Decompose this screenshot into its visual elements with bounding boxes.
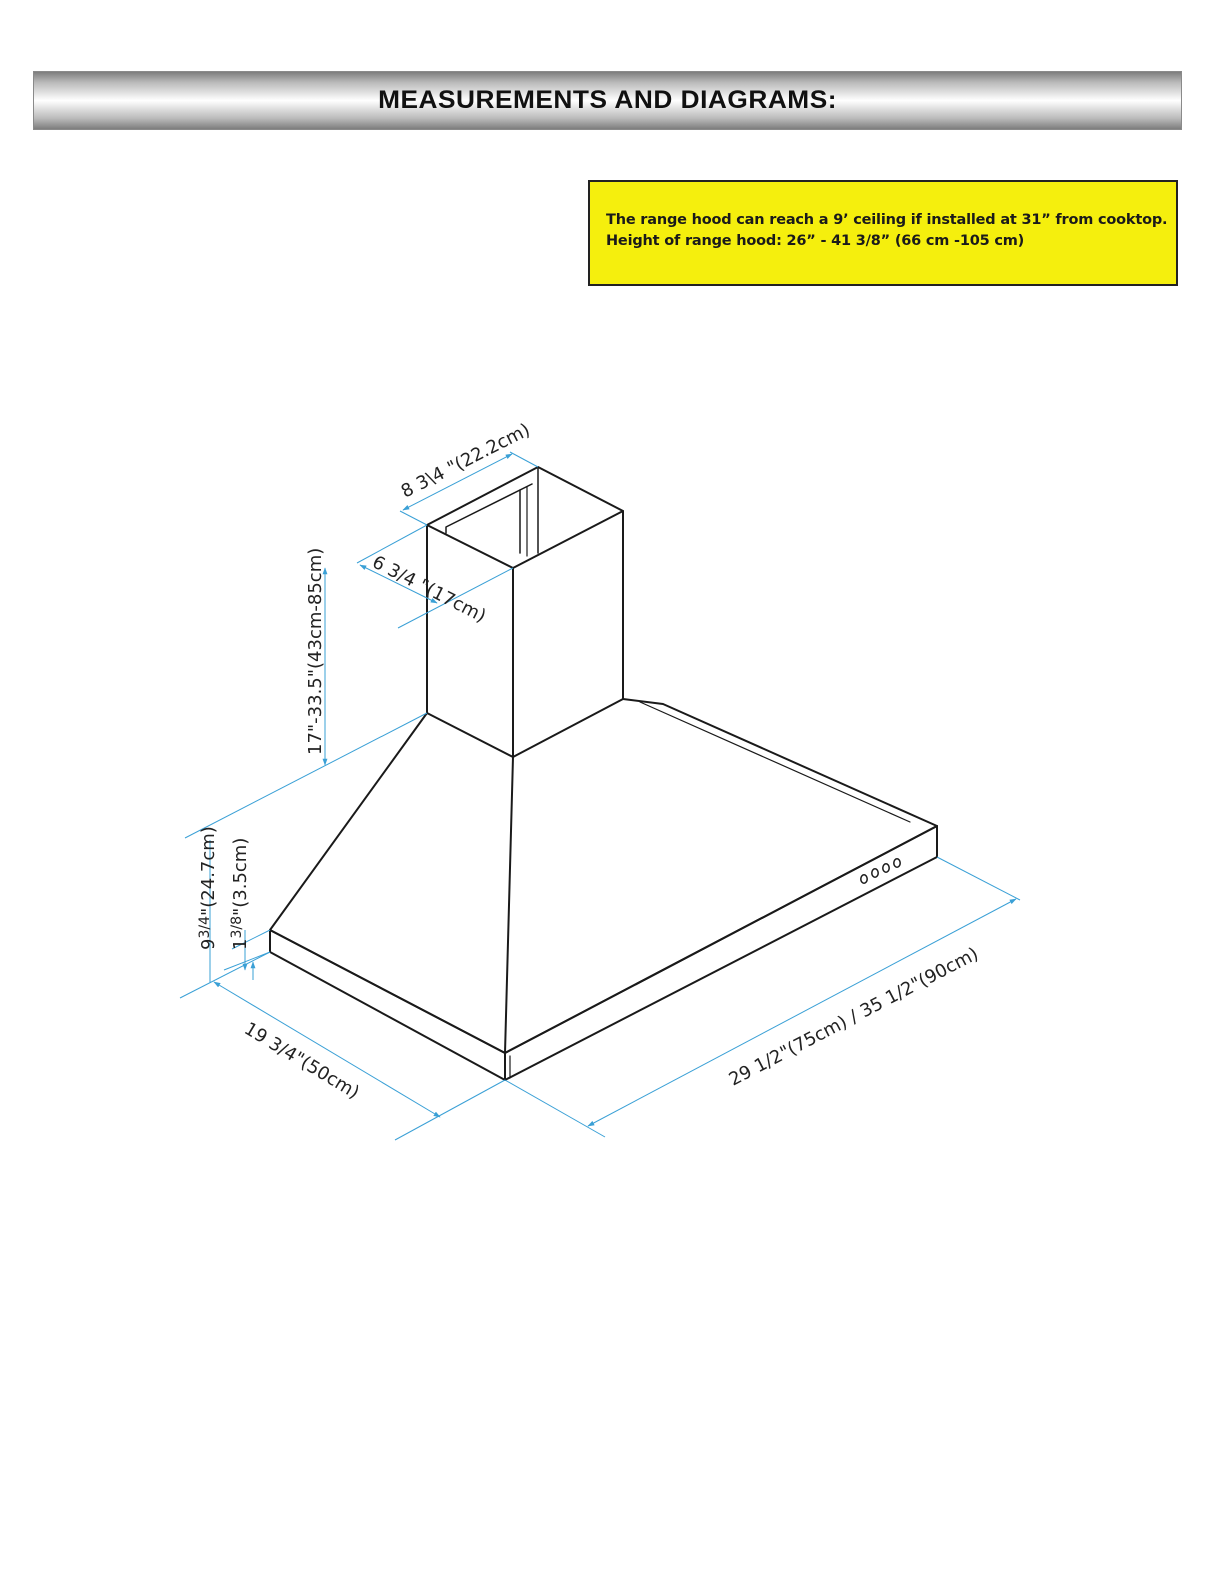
canopy-right-bevel — [640, 702, 910, 822]
hood-height-rest: "(24.7cm) — [198, 826, 219, 917]
section-title: MEASUREMENTS AND DIAGRAMS: — [378, 86, 837, 114]
rim-front-panel — [270, 826, 937, 1080]
knob-icon — [894, 859, 900, 867]
ext-line — [937, 857, 1020, 900]
ext-line — [400, 511, 427, 525]
hood-depth-label: 19 3/4"(50cm) — [240, 1018, 363, 1104]
canopy-right-edge — [623, 699, 937, 826]
chimney-height-label: 17"-33.5"(43cm-85cm) — [305, 547, 326, 755]
knob-icon — [872, 869, 878, 877]
rim-height-fraction: 3/8 — [229, 916, 245, 939]
hood-width-dim-line — [588, 899, 1016, 1126]
hood-height-fraction: 3/4 — [197, 916, 213, 939]
canopy-left-edge — [270, 713, 427, 930]
ext-line — [224, 952, 270, 970]
rim-height-whole: 1 — [230, 938, 251, 950]
height-note-line: Height of range hood: 26” - 41 3/8” (66 cm -105 cm) — [606, 233, 1025, 249]
hood-width-label: 29 1/2"(75cm) / 35 1/2"(90cm) — [725, 943, 982, 1091]
ext-line — [505, 1080, 605, 1137]
hood-height-label — [197, 826, 219, 950]
ext-line — [357, 525, 427, 563]
range-hood-outline — [270, 467, 937, 1080]
ceiling-note-line: The range hood can reach a 9’ ceiling if installed at 31” from cooktop. — [606, 212, 1168, 228]
knob-icon — [861, 875, 867, 883]
ext-line — [395, 1080, 505, 1140]
ext-line — [180, 952, 270, 998]
ext-line — [510, 452, 538, 467]
chimney-base — [427, 699, 623, 757]
hood-height-whole: 9 — [198, 938, 219, 950]
chimney-width-label: 8 3\4 "(22.2cm) — [397, 419, 534, 503]
dimension-labels — [197, 419, 982, 1103]
canopy-front-edge — [505, 757, 513, 1053]
knob-icon — [883, 864, 889, 872]
rim-height-label — [229, 838, 251, 950]
rim-height-rest: "(3.5cm) — [230, 837, 251, 917]
chimney-depth-label: 6 3/4 "(17cm) — [368, 551, 490, 627]
